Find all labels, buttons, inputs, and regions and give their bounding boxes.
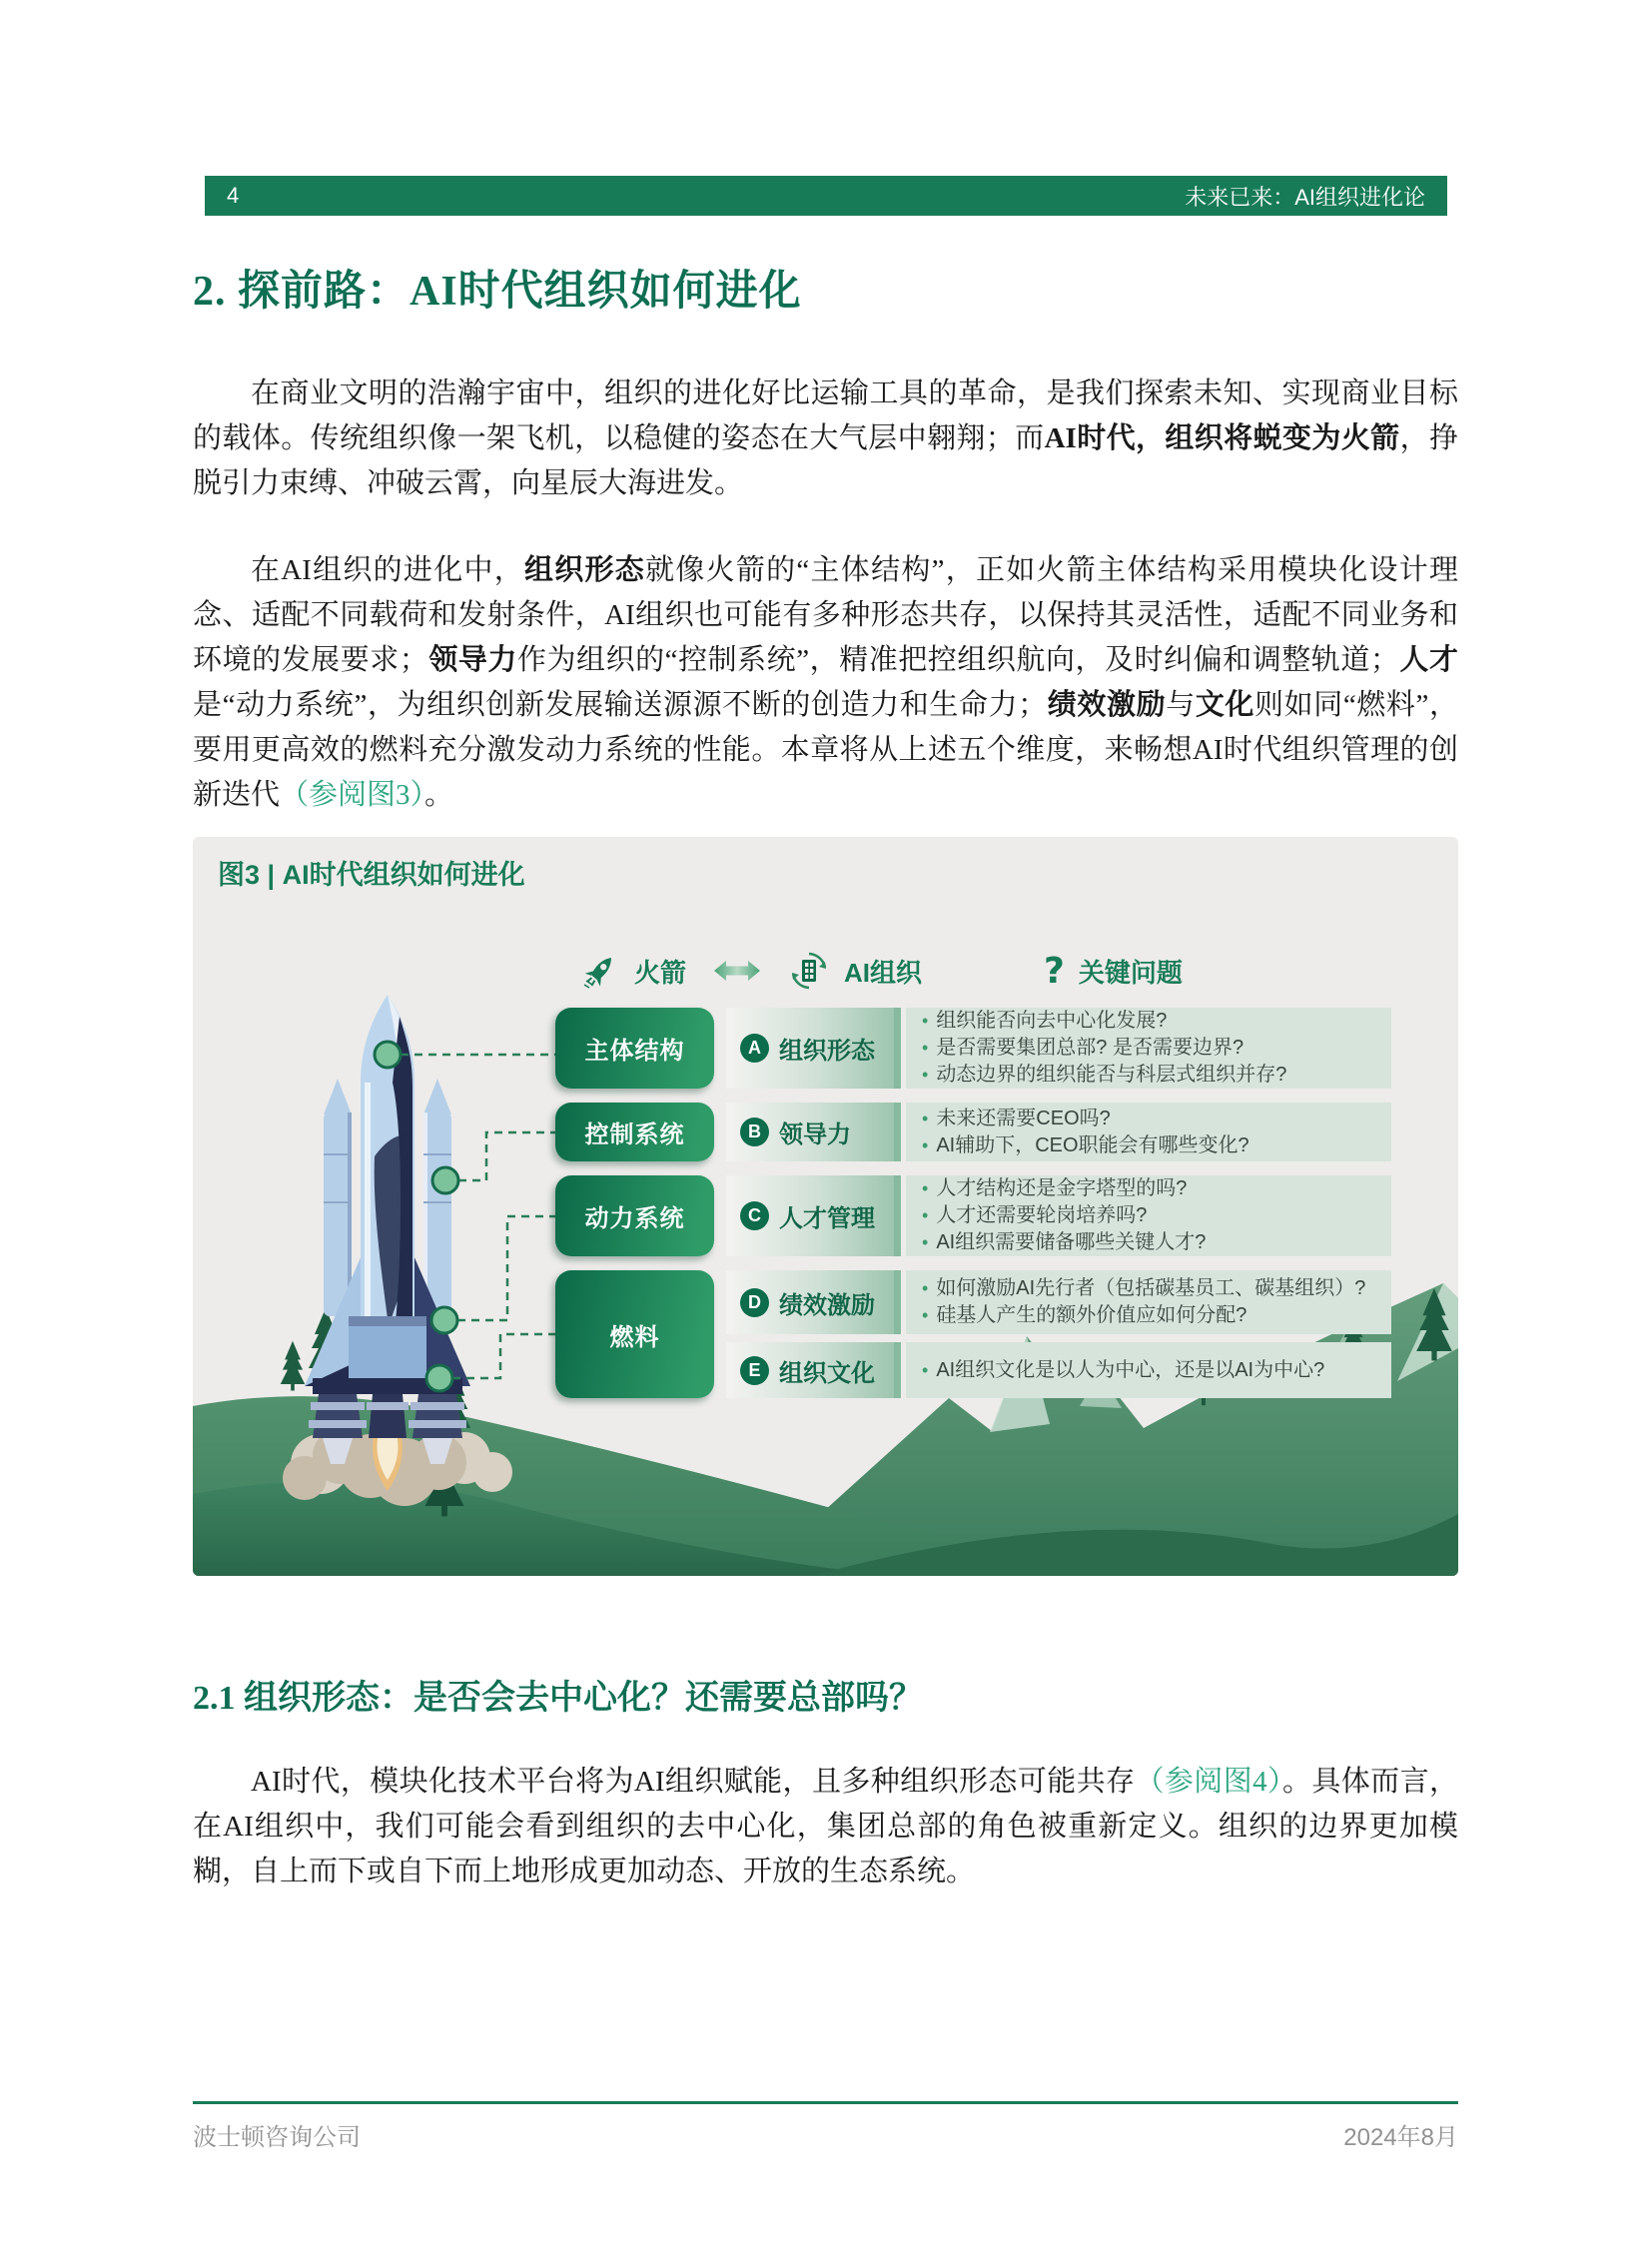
key-questions-cell <box>906 1270 1391 1334</box>
key-questions-cell <box>906 1008 1391 1089</box>
question-text: 如何激励AI先行者（包括碳基员工、碳基组织）? <box>936 1277 1366 1299</box>
dimension-cell <box>726 1175 901 1256</box>
rocket-part-label: 动力系统 <box>555 1175 714 1256</box>
question-item <box>922 1302 1381 1329</box>
section-heading: 2. 探前路：AI时代组织如何进化 <box>193 269 802 315</box>
question-text: AI辅助下，CEO职能会有哪些变化? <box>936 1133 1249 1156</box>
question-item <box>922 1062 1381 1089</box>
footer-divider <box>193 2101 1458 2104</box>
question-item <box>922 1132 1381 1159</box>
anchor-dot-wing <box>431 1307 457 1333</box>
letter-badge: C <box>740 1201 769 1230</box>
bold-text: 人才 <box>1398 644 1458 676</box>
rocket-part-label: 控制系统 <box>555 1103 714 1161</box>
question-text: 动态边界的组织能否与科层式组织并存? <box>936 1064 1287 1086</box>
anchor-dot-engine <box>426 1365 452 1391</box>
paragraph-text: 在商业文明的浩瀚宇宙中，组织的进化好比运输工具的革命，是我们探索未知、实现商业目标的载体。传统组织像一架飞机，以稳健的姿态在大气层中翱翔；而 <box>193 377 1458 454</box>
bold-text: 文化 <box>1195 689 1255 721</box>
figure-title: 图3 | AI时代组织如何进化 <box>218 860 525 890</box>
paragraph-text: 是“动力系统”，为组织创新发展输送源源不断的创造力和生命力； <box>193 689 1048 721</box>
dimension-cell <box>726 1270 901 1334</box>
paragraph-2 <box>193 548 1458 818</box>
double-arrow-icon <box>700 958 774 984</box>
bold-text: 绩效激励 <box>1047 689 1167 721</box>
question-item <box>922 1357 1381 1384</box>
paragraph-text: 在AI组织的进化中， <box>251 554 524 586</box>
dimension-label: 领导力 <box>779 1121 851 1148</box>
anchor-dot-booster <box>432 1167 458 1193</box>
question-text: 人才还需要轮岗培养吗? <box>936 1204 1148 1226</box>
letter-badge: E <box>740 1356 769 1385</box>
page-footer <box>193 2117 1458 2152</box>
dimension-label: 组织形态 <box>779 1038 875 1065</box>
bullet-dot: • <box>922 1038 929 1058</box>
key-questions-cell <box>906 1342 1391 1398</box>
subsection-heading: 2.1 组织形态：是否会去中心化？还需要总部吗？ <box>193 1680 923 1717</box>
paragraph-text: 。具体而言，在AI组织中，我们可能会看到组织的去中心化，集团总部的角色被重新定义。组织的边界更加模糊，自上而下或自下而上地形成更加动态、开放的生态系统。 <box>193 1766 1458 1887</box>
bold-text: 领导力 <box>427 644 517 676</box>
footer-company: 波士顿咨询公司 <box>193 2124 361 2151</box>
question-text: AI组织文化是以人为中心，还是以AI为中心? <box>936 1358 1325 1381</box>
key-questions-cell <box>906 1175 1391 1256</box>
question-text: 硅基人产生的额外价值应如何分配? <box>936 1304 1247 1326</box>
paragraph-text: 与 <box>1166 689 1196 721</box>
paragraph-text: 则如同“燃料”，要用更高效的燃料充分激发动力系统的性能。本章将从上述五个维度，来畅想AI时代组织管理的创新迭代 <box>193 689 1458 811</box>
question-item <box>922 1106 1381 1132</box>
question-text: AI组织需要储备哪些关键人才? <box>936 1231 1207 1253</box>
letter-badge: A <box>740 1034 769 1063</box>
dimension-label: 人才管理 <box>779 1205 875 1232</box>
letter-badge: B <box>740 1118 769 1146</box>
legend-questions-label: 关键问题 <box>1078 957 1183 988</box>
running-title: 未来已来：AI组织进化论 <box>1185 184 1425 210</box>
question-item <box>922 1202 1381 1229</box>
paragraph-3 <box>193 1760 1458 1894</box>
bullet-dot: • <box>922 1011 929 1031</box>
rocket-part-label-fuel: 燃料 <box>555 1270 714 1398</box>
bullet-dot: • <box>922 1205 929 1225</box>
rocket-part-label: 主体结构 <box>555 1008 714 1089</box>
paragraph-text: 就像火箭的“主体结构”，正如火箭主体结构采用模块化设计理念、适配不同载荷和发射条件，AI组织也可能有多种形态共存，以保持其灵活性，适配不同业务和环境的发展要求； <box>193 554 1458 676</box>
letter-badge: D <box>740 1288 769 1317</box>
question-text: 组织能否向去中心化发展? <box>936 1010 1168 1032</box>
question-text: 是否需要集团总部? 是否需要边界? <box>936 1037 1244 1059</box>
question-mark-icon: ? <box>1044 950 1065 992</box>
dimension-cell <box>726 1342 901 1398</box>
bullet-dot: • <box>922 1108 929 1128</box>
key-questions-cell <box>906 1103 1391 1161</box>
paragraph-text: AI时代，模块化技术平台将为AI组织赋能，且多种组织形态可能共存 <box>251 1766 1136 1798</box>
question-item <box>922 1175 1381 1202</box>
ai-organization-icon <box>788 950 830 992</box>
rocket-icon <box>580 951 620 991</box>
question-text: 未来还需要CEO吗? <box>936 1107 1111 1129</box>
question-item <box>922 1229 1381 1256</box>
question-item <box>922 1035 1381 1062</box>
paragraph-1 <box>193 372 1458 506</box>
bullet-dot: • <box>922 1065 929 1085</box>
question-text: 人才结构还是金字塔型的吗? <box>936 1177 1188 1199</box>
legend-organization-label: AI组织 <box>844 957 923 988</box>
footer-date: 2024年8月 <box>1343 2124 1458 2151</box>
question-item <box>922 1275 1381 1302</box>
figure-3-exhibit <box>193 837 1458 1576</box>
figure4-reference-link[interactable]: （参阅图4） <box>1135 1766 1282 1798</box>
anchor-dot-nose <box>375 1042 401 1068</box>
paragraph-text: 作为组织的“控制系统”，精准把控组织航向，及时纠偏和调整轨道； <box>516 644 1399 676</box>
page-header-bar <box>205 176 1447 216</box>
dimension-cell <box>726 1008 901 1089</box>
paragraph-text: ，挣脱引力束缚、冲破云霄，向星辰大海进发。 <box>193 422 1458 499</box>
bullet-dot: • <box>922 1359 929 1380</box>
figure3-reference-link[interactable]: （参阅图3） <box>280 779 425 811</box>
legend-rocket-label: 火箭 <box>634 957 687 988</box>
bullet-dot: • <box>922 1178 929 1198</box>
dimension-label: 组织文化 <box>779 1359 875 1387</box>
question-item <box>922 1008 1381 1035</box>
figure-legend-right <box>1044 945 1183 997</box>
page-number: 4 <box>227 183 240 208</box>
bold-text: 组织形态 <box>524 554 646 586</box>
bullet-dot: • <box>922 1305 929 1325</box>
dimension-cell <box>726 1103 901 1161</box>
bold-text: AI时代，组织将蜕变为火箭 <box>1044 422 1400 454</box>
bullet-dot: • <box>922 1278 929 1298</box>
bullet-dot: • <box>922 1232 929 1252</box>
figure-legend-left <box>580 945 922 997</box>
paragraph-text: 。 <box>424 779 454 811</box>
bullet-dot: • <box>922 1134 929 1155</box>
dimension-label: 绩效激励 <box>779 1291 875 1319</box>
